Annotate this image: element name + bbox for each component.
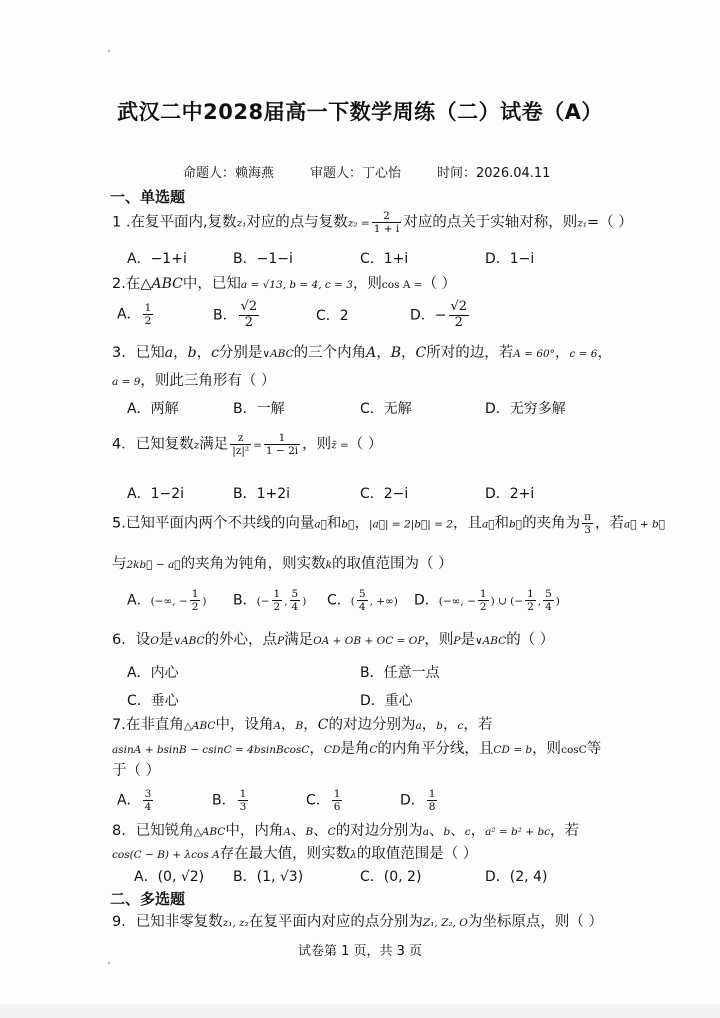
reviewer: 审题人：丁心怡 [310, 166, 402, 181]
q5-option-b-label: B． [233, 592, 257, 609]
q8-relation: a² = b² + bc [485, 826, 551, 838]
q6-option-d: D．重心 [360, 693, 413, 709]
q7-angle-c2: C [369, 744, 378, 756]
question-5-line-2 [112, 552, 453, 573]
q5-vec-b2: b⃗ [509, 518, 523, 531]
q2-option-b-num: √2 [240, 299, 258, 314]
q7-option-b-den: 3 [239, 801, 247, 814]
question-6 [112, 628, 554, 649]
q2-option-d-frac [449, 300, 470, 331]
q2-option-d-num: √2 [450, 299, 468, 314]
section-single-choice: 一、单选题 [110, 188, 186, 206]
q4-option-c: C．2−i [360, 486, 409, 502]
q5-t-l: ，若 [594, 515, 624, 532]
q2-cosA: cos A = [381, 279, 423, 291]
question-9 [112, 910, 603, 931]
q9-t-e: 为坐标原点，则（ ） [467, 914, 603, 930]
q5-option-b-v: (− [256, 595, 270, 608]
q4-frac-left-den: |z|² [232, 445, 250, 458]
q8-option-a: A．(0, √2) [134, 869, 205, 885]
q7-t-c: 中，设角 [215, 717, 274, 733]
q5-option-c-end: , +∞) [369, 595, 398, 608]
q5-option-a [127, 588, 207, 613]
q5-norms: |a⃗| = 2|b⃗| = 2 [368, 518, 453, 531]
q7-option-a-frac [143, 788, 154, 813]
q2-text-e: ，则 [352, 276, 382, 292]
q1-option-c: C．1+i [360, 251, 409, 267]
q8-t-a: 8．已知锐角 [112, 823, 194, 839]
q5-option-d-v: (−∞, − [438, 595, 476, 608]
q6-triangle: ∨ABC [173, 635, 205, 647]
q8-t-o: ， [470, 823, 486, 839]
q1-text-d: =（ ） [586, 214, 633, 231]
question-3 [112, 341, 612, 362]
q3-t-m: ， [401, 345, 416, 361]
q1-fraction-den: 1 + i [373, 223, 400, 236]
q5-option-b-den2: 4 [291, 601, 299, 614]
q1-option-a: A．−1+i [127, 251, 187, 267]
q5-option-c [327, 588, 398, 613]
q3-t-o: 所对的边，若 [426, 345, 514, 361]
q4-option-d: D．2+i [485, 486, 535, 502]
q7-option-b [212, 788, 250, 813]
q5-t-e: ， [354, 515, 369, 532]
q2-option-d [410, 300, 471, 331]
q6-t-a: 6．设 [112, 632, 151, 648]
q8-option-d: D．(2, 4) [485, 869, 548, 885]
q5-option-b [233, 588, 306, 613]
q5-t-a: 5.已知平面内两个不共线的向量 [112, 515, 315, 532]
question-8-line-2 [112, 842, 477, 863]
q6-option-b: B．任意一点 [360, 665, 440, 681]
q8-t-c: 中，内角 [225, 823, 284, 839]
q2-option-b-frac [239, 300, 260, 331]
q5-option-b-frac2 [290, 588, 301, 613]
q7-option-a-num: 3 [144, 788, 152, 800]
q7-option-a-label: A． [117, 792, 141, 809]
q3-t-c: ， [173, 345, 188, 361]
q9-t-c: 在复平面内对应的点分别为 [248, 914, 423, 930]
q5-option-b-frac1 [272, 588, 283, 613]
q3-t-q: ， [554, 345, 570, 361]
q5-option-c-num: 5 [358, 588, 366, 600]
q2-option-d-den: 2 [454, 314, 463, 330]
q5-option-c-frac [357, 588, 368, 613]
q7-side-a: a [415, 720, 422, 732]
q5-option-d-num2: 1 [527, 588, 534, 600]
q2-option-a-den: 2 [144, 315, 152, 328]
q1-option-d: D．1−i [485, 251, 535, 267]
q6-vector-eq: OA + OB + OC = OP [313, 635, 425, 647]
q5-option-a-frac [190, 588, 201, 613]
page-edge [0, 1004, 720, 1018]
section-multi-choice: 二、多选题 [110, 890, 186, 908]
q2-text-c: 中，已知 [182, 276, 241, 292]
q7-cd-eq: CD = b [493, 744, 533, 756]
q5-l2-a: 与 [112, 556, 127, 572]
q5-option-c-den: 4 [358, 601, 366, 614]
q7-t-o: ，若 [463, 717, 493, 733]
q4-eq: = [253, 439, 262, 452]
q2-option-a [117, 302, 155, 327]
q3-triangle: ∨ABC [262, 348, 294, 360]
q5-vec-a2: a⃗ [481, 518, 495, 531]
q4-frac-right-num: 1 [264, 432, 300, 445]
q5-angle-den: 3 [584, 524, 591, 537]
q6-t-g: 满足 [284, 632, 314, 648]
q6-triangle2: ∨ABC [474, 635, 507, 647]
q5-option-a-end: ) [202, 595, 207, 608]
q2-option-a-num: 1 [144, 302, 152, 314]
question-8 [112, 819, 579, 840]
q8-l2-b: 存在最大值，则实数 [219, 846, 351, 862]
q7-l2-f: 的内角平分线，且 [377, 741, 494, 757]
q5-vec-sum: a⃗ + b⃗ [623, 518, 666, 531]
q7-option-b-frac [238, 788, 249, 813]
q4-option-b: B．1+2i [233, 486, 291, 502]
q6-option-c: C．垂心 [127, 693, 179, 709]
question-3-line-2 [112, 369, 276, 390]
q6-t-i: ，则 [424, 632, 454, 648]
q1-option-b: B．−1−i [233, 251, 293, 267]
q7-l2-b: ， [309, 741, 324, 757]
question-1 [112, 210, 633, 235]
q3-option-c: C．无解 [360, 401, 412, 417]
q7-cosc: cosC [561, 744, 587, 756]
q3-option-a: A．两解 [127, 401, 179, 417]
q1-fraction [372, 210, 402, 235]
q8-l2-d: 的取值范围是（ ） [356, 846, 478, 862]
q9-z1z2: z₁, z₂ [222, 917, 249, 929]
q5-l2-e: 的取值范围为（ ） [331, 556, 453, 572]
q2-paren: （ ） [422, 276, 457, 292]
q6-t-m: 的（ ） [506, 632, 555, 648]
q4-frac-left-num: z [230, 432, 251, 445]
q7-angle-a: A [273, 720, 282, 732]
q5-option-a-v: (−∞, − [150, 595, 188, 608]
q3-angle-a: A [366, 345, 377, 361]
q4-zbar: z̄ = [331, 439, 349, 452]
q7-option-c [306, 788, 344, 813]
q7-l2-d: 是角 [340, 741, 370, 757]
q3-t-e: ， [196, 345, 212, 361]
q3-given-c: c = 6 [569, 348, 598, 360]
q5-option-d-label: D． [414, 592, 439, 609]
q5-angle-frac [582, 511, 593, 536]
q8-angle-c: C [327, 826, 336, 838]
q7-t-k: ， [421, 717, 437, 733]
q7-side-b: b [436, 720, 443, 732]
q5-option-b-num1: 1 [273, 588, 281, 600]
q2-given: a = √13, b = 4, c = 3 [240, 279, 353, 291]
question-7-line-3: 于（ ） [112, 763, 161, 779]
q5-t-c: 和 [326, 515, 342, 532]
q7-option-c-label: C． [306, 792, 330, 809]
q4-option-a: A．1−2i [127, 486, 185, 502]
q5-option-c-v: ( [350, 595, 355, 608]
q3-given-a: A = 60° [513, 348, 555, 360]
q8-expression: cos(C − B) + λcos A [112, 849, 220, 861]
q7-cd: CD [323, 744, 341, 756]
q3-t-i: 的三个内角 [293, 345, 367, 361]
q7-t-g: ， [303, 717, 318, 733]
q5-option-a-den: 2 [191, 601, 199, 614]
q2-text-a: 2.在△ [112, 276, 152, 292]
q5-option-d-sep: , [537, 595, 542, 608]
q4-t-c: 满足 [199, 436, 229, 453]
q8-t-i: 的对边分别为 [335, 823, 423, 839]
q3-var-b: b [187, 345, 197, 361]
q5-option-d-den3: 4 [545, 601, 552, 614]
q8-side-b: b [443, 826, 451, 838]
q3-angle-c: C [415, 345, 427, 361]
question-4 [112, 432, 382, 457]
q3-line2-text: ，则此三角形有（ ） [140, 373, 276, 389]
question-7 [112, 713, 492, 734]
q7-option-b-label: B． [212, 792, 236, 809]
q5-option-b-sep: , [284, 595, 288, 608]
q8-option-b: B．(1, √3) [233, 869, 304, 885]
q5-option-c-label: C． [327, 592, 351, 609]
exam-time: 时间：2026.04.11 [437, 166, 551, 181]
q5-option-b-den1: 2 [273, 601, 281, 614]
q2-option-d-label: D．− [410, 307, 447, 324]
q3-option-d: D．无穷多解 [485, 401, 566, 417]
q7-option-d-label: D． [400, 792, 425, 809]
q7-angle-b: B [295, 720, 304, 732]
q3-angle-b: B [390, 345, 402, 361]
q7-side-c: c [457, 720, 464, 732]
q7-l2-h: ，则 [532, 741, 562, 757]
q2-abc: ABC [151, 276, 183, 292]
q9-points: Z₁, Z₂, O [422, 917, 468, 929]
q5-option-d [414, 588, 560, 613]
q6-t-c: 是 [158, 632, 174, 648]
q7-t-m: ， [442, 717, 458, 733]
q4-t-d: ，则 [302, 436, 332, 453]
q5-option-d-union: ) ∪ (− [490, 595, 524, 608]
q4-paren: （ ） [348, 436, 383, 453]
q7-option-a-den: 4 [144, 801, 152, 814]
q5-option-b-num2: 5 [291, 588, 299, 600]
q8-t-m: 、 [450, 823, 465, 839]
q4-t-a: 4．已知复数 [112, 436, 194, 453]
q8-t-e: 、 [290, 823, 306, 839]
q4-frac-right-den: 1 − 2i [265, 445, 299, 458]
q1-text-b: 对应的点与复数 [246, 214, 348, 231]
q7-option-a [117, 788, 155, 813]
q2-option-a-frac [143, 302, 154, 327]
q5-option-a-num: 1 [191, 588, 199, 600]
q2-option-b-label: B． [213, 307, 237, 324]
q7-t-i: 的对边分别为 [328, 717, 416, 733]
q5-option-d-den2: 2 [527, 601, 534, 614]
question-2 [112, 272, 456, 293]
q7-option-b-num: 1 [239, 788, 247, 800]
question-5 [112, 511, 665, 536]
q3-var-a: a [164, 345, 174, 361]
q7-option-d-frac [427, 788, 438, 813]
q5-l2-c: 的夹角为钝角，则实数 [180, 556, 326, 572]
q5-l2-vec: 2kb⃗ − a⃗ [126, 559, 181, 571]
q4-frac-right [264, 432, 300, 457]
q3-t-a: 3．已知 [112, 345, 165, 361]
q7-equation: asinA + bsinB − csinC = 4bsinBcosC [112, 744, 310, 756]
q3-t-k: ， [376, 345, 391, 361]
q8-angle-b: B [305, 826, 314, 838]
q5-l2-k: k [325, 559, 332, 571]
q6-p2: P [453, 635, 461, 647]
q7-l2-j: 等 [586, 741, 602, 757]
q7-t-a: 7.在非直角 [112, 717, 184, 733]
q7-t-e: ， [281, 717, 296, 733]
q5-t-k: 的夹角为 [522, 515, 581, 532]
q8-angle-a: A [283, 826, 291, 838]
q7-option-c-num: 1 [333, 788, 341, 800]
q8-triangle: △ABC [193, 826, 226, 838]
q7-option-d-num: 1 [428, 788, 436, 800]
q8-side-c: c [464, 826, 471, 838]
q5-vec-a: a⃗ [314, 518, 327, 531]
q5-option-d-num1: 1 [479, 588, 487, 600]
q2-option-b [213, 300, 261, 331]
q3-option-b: B．一解 [233, 401, 285, 417]
q8-side-a: a [422, 826, 429, 838]
q1-z1b: z₁ [577, 217, 587, 230]
q5-option-d-num3: 5 [545, 588, 552, 600]
q3-t-g: 分别是 [218, 345, 263, 361]
q1-text-a: 1 .在复平面内,复数 [112, 214, 237, 231]
q2-option-a-label: A． [117, 306, 141, 323]
q9-t-a: 9．已知非零复数 [112, 914, 223, 930]
q5-option-d-den1: 2 [479, 601, 487, 614]
q6-o: O [150, 635, 159, 647]
q5-t-i: 和 [494, 515, 510, 532]
q1-z1: z₁ [236, 217, 247, 230]
q8-option-c: C．(0, 2) [360, 869, 422, 885]
q6-t-e: 的外心，点 [204, 632, 278, 648]
q5-option-b-end: ) [302, 595, 307, 608]
q8-t-g: 、 [313, 823, 328, 839]
q4-frac-left [230, 432, 251, 457]
scan-speck [108, 962, 110, 964]
q2-option-c: C．2 [316, 308, 349, 324]
q3-given-side-a: a = 9 [112, 376, 141, 388]
q1-z2: z₂ = [347, 217, 370, 230]
q5-vec-b: b⃗ [341, 518, 355, 531]
q7-option-d-den: 8 [428, 801, 436, 814]
q6-p: P [277, 635, 285, 647]
q5-option-d-frac3 [543, 588, 554, 613]
q3-t-s: ， [597, 345, 612, 361]
author: 命题人：赖海燕 [183, 166, 275, 181]
q7-option-c-den: 6 [333, 801, 341, 814]
q5-option-d-frac1 [478, 588, 489, 613]
scan-speck [108, 50, 110, 52]
q8-lambda: λ [350, 849, 357, 861]
question-7-line-2 [112, 737, 601, 758]
q1-fraction-num: 2 [372, 210, 402, 223]
q3-var-c: c [211, 345, 219, 361]
q7-option-c-frac [332, 788, 343, 813]
page-footer: 试卷第 1 页，共 3 页 [297, 944, 423, 959]
q5-option-a-label: A． [127, 592, 151, 609]
q5-t-g: ，且 [452, 515, 482, 532]
q5-angle-num: π [584, 511, 591, 523]
q7-angle-c: C [317, 717, 329, 733]
q5-option-d-frac2 [525, 588, 536, 613]
q4-z: z [193, 439, 200, 452]
q6-t-k: 是 [460, 632, 475, 648]
q5-option-d-end: ) [555, 595, 560, 608]
page-title: 武汉二中2028届高一下数学周练（二）试卷（A） [117, 100, 603, 124]
q7-triangle: △ABC [183, 720, 216, 732]
q2-option-b-den: 2 [244, 314, 254, 330]
q8-t-k: 、 [428, 823, 444, 839]
q6-option-a: A．内心 [127, 665, 179, 681]
q1-text-c: 对应的点关于实轴对称，则 [403, 214, 578, 231]
q7-option-d [400, 788, 439, 813]
q8-t-q: ，若 [550, 823, 580, 839]
